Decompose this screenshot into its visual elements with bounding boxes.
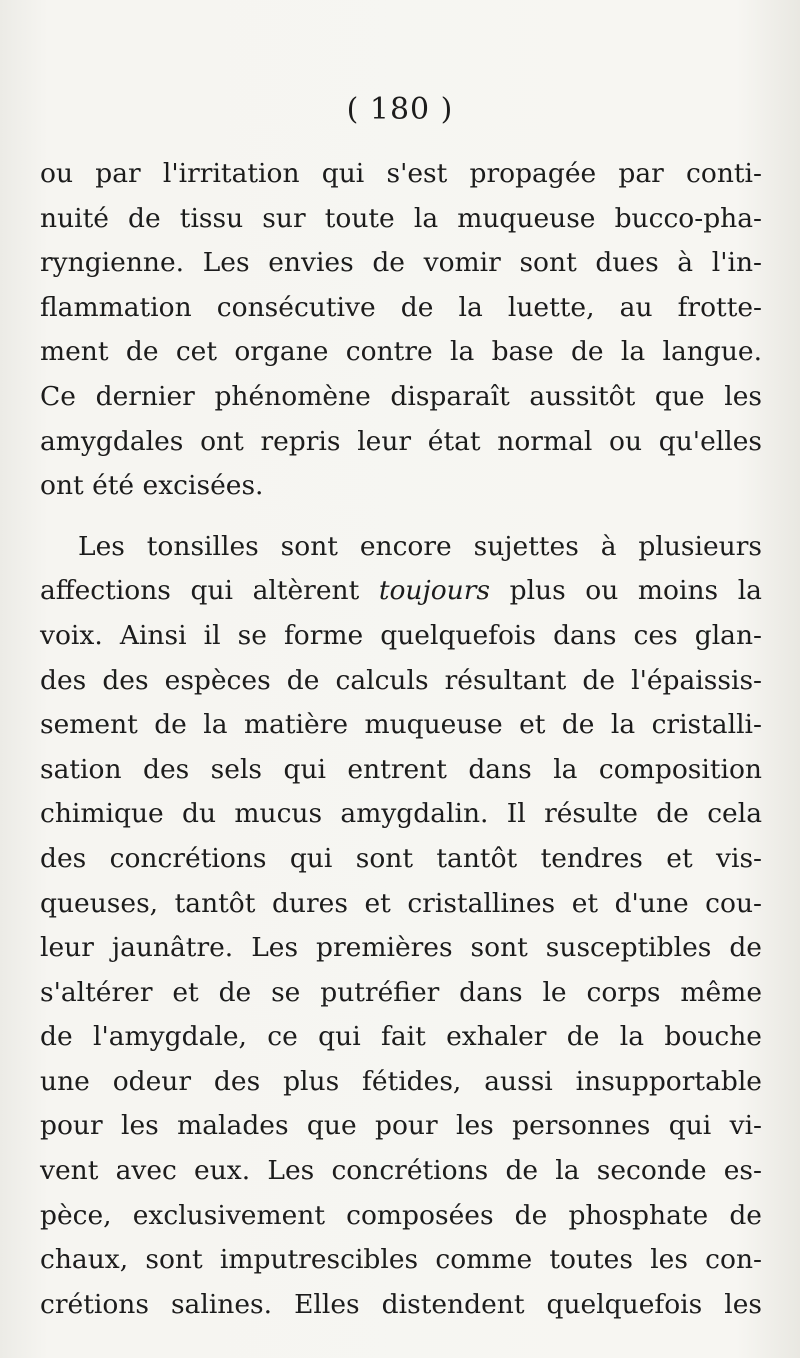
- text-line: ont été excisées.: [40, 470, 264, 502]
- text-line: flammation consécutive de la luette, au frotte-: [40, 291, 762, 323]
- text-line-with-italic: [40, 569, 762, 614]
- body-text: [40, 152, 762, 1327]
- text-line: crétions salines. Elles distendent quelquefois les: [40, 1288, 762, 1320]
- text-line: des concrétions qui sont tantôt tendres et vis-: [40, 842, 762, 874]
- text-line: leur jaunâtre. Les premières sont susceptibles de: [40, 932, 762, 964]
- text-run: plus ou moins la: [490, 575, 762, 607]
- text-line: amygdales ont repris leur état normal ou qu'elles: [40, 425, 762, 457]
- paragraph-1: [40, 152, 762, 509]
- text-line: pèce, exclusivement composées de phosphate de: [40, 1199, 762, 1231]
- page-number: ( 180 ): [346, 92, 454, 127]
- text-line: nuité de tissu sur toute la muqueuse bucco-pha-: [40, 202, 762, 234]
- text-line: Les tonsilles sont encore sujettes à plusieurs: [78, 530, 762, 562]
- text-line: sement de la matière muqueuse et de la cristalli-: [40, 709, 762, 741]
- text-line: voix. Ainsi il se forme quelquefois dans ces glan-: [40, 619, 762, 651]
- text-line: de l'amygdale, ce qui fait exhaler de la bouche: [40, 1021, 762, 1053]
- text-run: affections qui altèrent: [40, 575, 379, 607]
- italic-word: toujours: [378, 575, 491, 607]
- text-line: vent avec eux. Les concrétions de la seconde es-: [40, 1155, 762, 1187]
- text-line: queuses, tantôt dures et cristallines et d'une cou-: [40, 887, 762, 919]
- text-line: pour les malades que pour les personnes qui vi-: [40, 1110, 762, 1142]
- text-line: sation des sels qui entrent dans la composition: [40, 753, 762, 785]
- text-line: ment de cet organe contre la base de la langue.: [40, 336, 762, 368]
- text-line: chimique du mucus amygdalin. Il résulte de cela: [40, 798, 762, 830]
- text-line: ryngienne. Les envies de vomir sont dues à l'in-: [40, 247, 762, 279]
- text-line: ou par l'irritation qui s'est propagée par conti-: [40, 158, 762, 189]
- text-line: s'altérer et de se putréfier dans le corps même: [40, 976, 762, 1008]
- text-line: chaux, sont imputrescibles comme toutes les con-: [40, 1244, 762, 1276]
- text-line: une odeur des plus fétides, aussi insupportable: [40, 1065, 762, 1097]
- paragraph-2: [40, 525, 762, 1328]
- paragraph-spacer: [40, 509, 762, 525]
- text-line: Ce dernier phénomène disparaît aussitôt que les: [40, 380, 762, 412]
- text-line: des des espèces de calculs résultant de l'épaissis-: [40, 664, 762, 696]
